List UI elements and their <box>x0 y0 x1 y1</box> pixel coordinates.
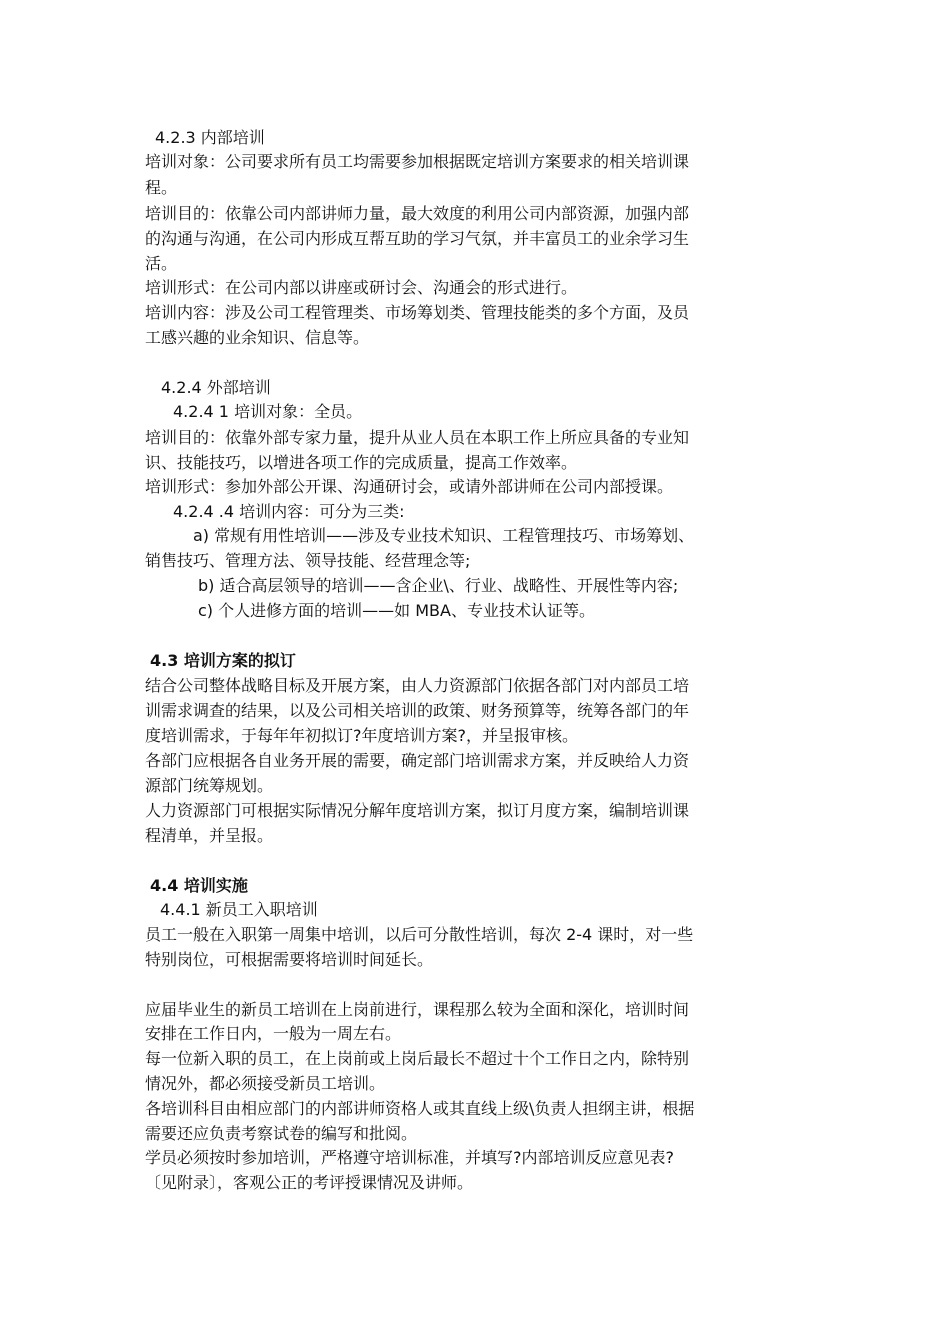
paragraph-line: 识、技能技巧，以增进各项工作的完成质量，提高工作效率。 <box>145 453 578 472</box>
paragraph-line: 每一位新入职的员工，在上岗前或上岗后最长不超过十个工作日之内，除特别 <box>145 1049 690 1068</box>
list-item-b: b) 适合高层领导的培训——含企业\、行业、战略性、开展性等内容; <box>198 576 679 595</box>
list-item-a: a) 常规有用性培训——涉及专业技术知识、工程管理技巧、市场筹划、 <box>193 526 695 545</box>
paragraph-line: 特别岗位，可根据需要将培训时间延长。 <box>145 950 434 969</box>
section-heading-4-2-4: 4.2.4 外部培训 <box>161 378 271 397</box>
paragraph-line: 工感兴趣的业余知识、信息等。 <box>145 328 370 347</box>
paragraph-line: 训需求调查的结果，以及公司相关培训的政策、财务预算等，统筹各部门的年 <box>145 701 690 720</box>
paragraph-line: 各培训科目由相应部门的内部讲师资格人或其直线上级\负责人担纲主讲，根据 <box>145 1099 695 1118</box>
paragraph-line: 培训形式：参加外部公开课、沟通研讨会，或请外部讲师在公司内部授课。 <box>145 477 674 496</box>
paragraph-line: 程清单，并呈报。 <box>145 826 274 845</box>
paragraph-line: 度培训需求，于每年年初拟订?年度培训方案?，并呈报审核。 <box>145 726 578 745</box>
paragraph-line: 程。 <box>145 178 178 197</box>
paragraph-line: 应届毕业生的新员工培训在上岗前进行，课程那么较为全面和深化，培训时间 <box>145 1000 690 1019</box>
section-heading-4-3: 4.3 培训方案的拟订 <box>150 651 296 670</box>
section-heading-4-2-3: 4.2.3 内部培训 <box>155 128 265 147</box>
list-item-a-continued: 销售技巧、管理方法、领导技能、经营理念等; <box>145 551 471 570</box>
paragraph-line: 安排在工作日内，一般为一周左右。 <box>145 1024 402 1043</box>
paragraph-line: 〔见附录〕，客观公正的考评授课情况及讲师。 <box>145 1173 474 1192</box>
paragraph-line: 需要还应负责考察试卷的编写和批阅。 <box>145 1124 418 1143</box>
paragraph-line: 培训对象：公司要求所有员工均需要参加根据既定培训方案要求的相关培训课 <box>145 152 690 171</box>
section-heading-4-4: 4.4 培训实施 <box>150 876 248 895</box>
paragraph-line: 各部门应根据各自业务开展的需要，确定部门培训需求方案，并反映给人力资 <box>145 751 690 770</box>
subsection-heading: 4.4.1 新员工入职培训 <box>160 900 318 919</box>
paragraph-line: 的沟通与沟通，在公司内形成互帮互助的学习气氛，并丰富员工的业余学习生 <box>145 229 690 248</box>
paragraph-line: 人力资源部门可根据实际情况分解年度培训方案，拟订月度方案，编制培训课 <box>145 801 690 820</box>
paragraph-line: 学员必须按时参加培训，严格遵守培训标准，并填写?内部培训反应意见表? <box>145 1148 674 1167</box>
paragraph-line: 培训内容：涉及公司工程管理类、市场筹划类、管理技能类的多个方面，及员 <box>145 303 690 322</box>
paragraph-line: 源部门统筹规划。 <box>145 776 274 795</box>
paragraph-line: 培训目的：依靠公司内部讲师力量，最大效度的利用公司内部资源，加强内部 <box>145 204 690 223</box>
paragraph-line: 结合公司整体战略目标及开展方案，由人力资源部门依据各部门对内部员工培 <box>145 676 690 695</box>
subsection-heading: 4.2.4 1 培训对象：全员。 <box>173 402 363 421</box>
paragraph-line: 员工一般在入职第一周集中培训，以后可分散性培训，每次 2-4 课时，对一些 <box>145 925 694 944</box>
paragraph-line: 培训形式：在公司内部以讲座或研讨会、沟通会的形式进行。 <box>145 278 578 297</box>
list-item-c: c) 个人进修方面的培训——如 MBA、专业技术认证等。 <box>198 601 595 620</box>
paragraph-line: 情况外，都必须接受新员工培训。 <box>145 1074 386 1093</box>
paragraph-line: 活。 <box>145 254 178 273</box>
paragraph-line: 培训目的：依靠外部专家力量，提升从业人员在本职工作上所应具备的专业知 <box>145 428 690 447</box>
subsection-heading: 4.2.4 .4 培训内容：可分为三类: <box>173 502 405 521</box>
